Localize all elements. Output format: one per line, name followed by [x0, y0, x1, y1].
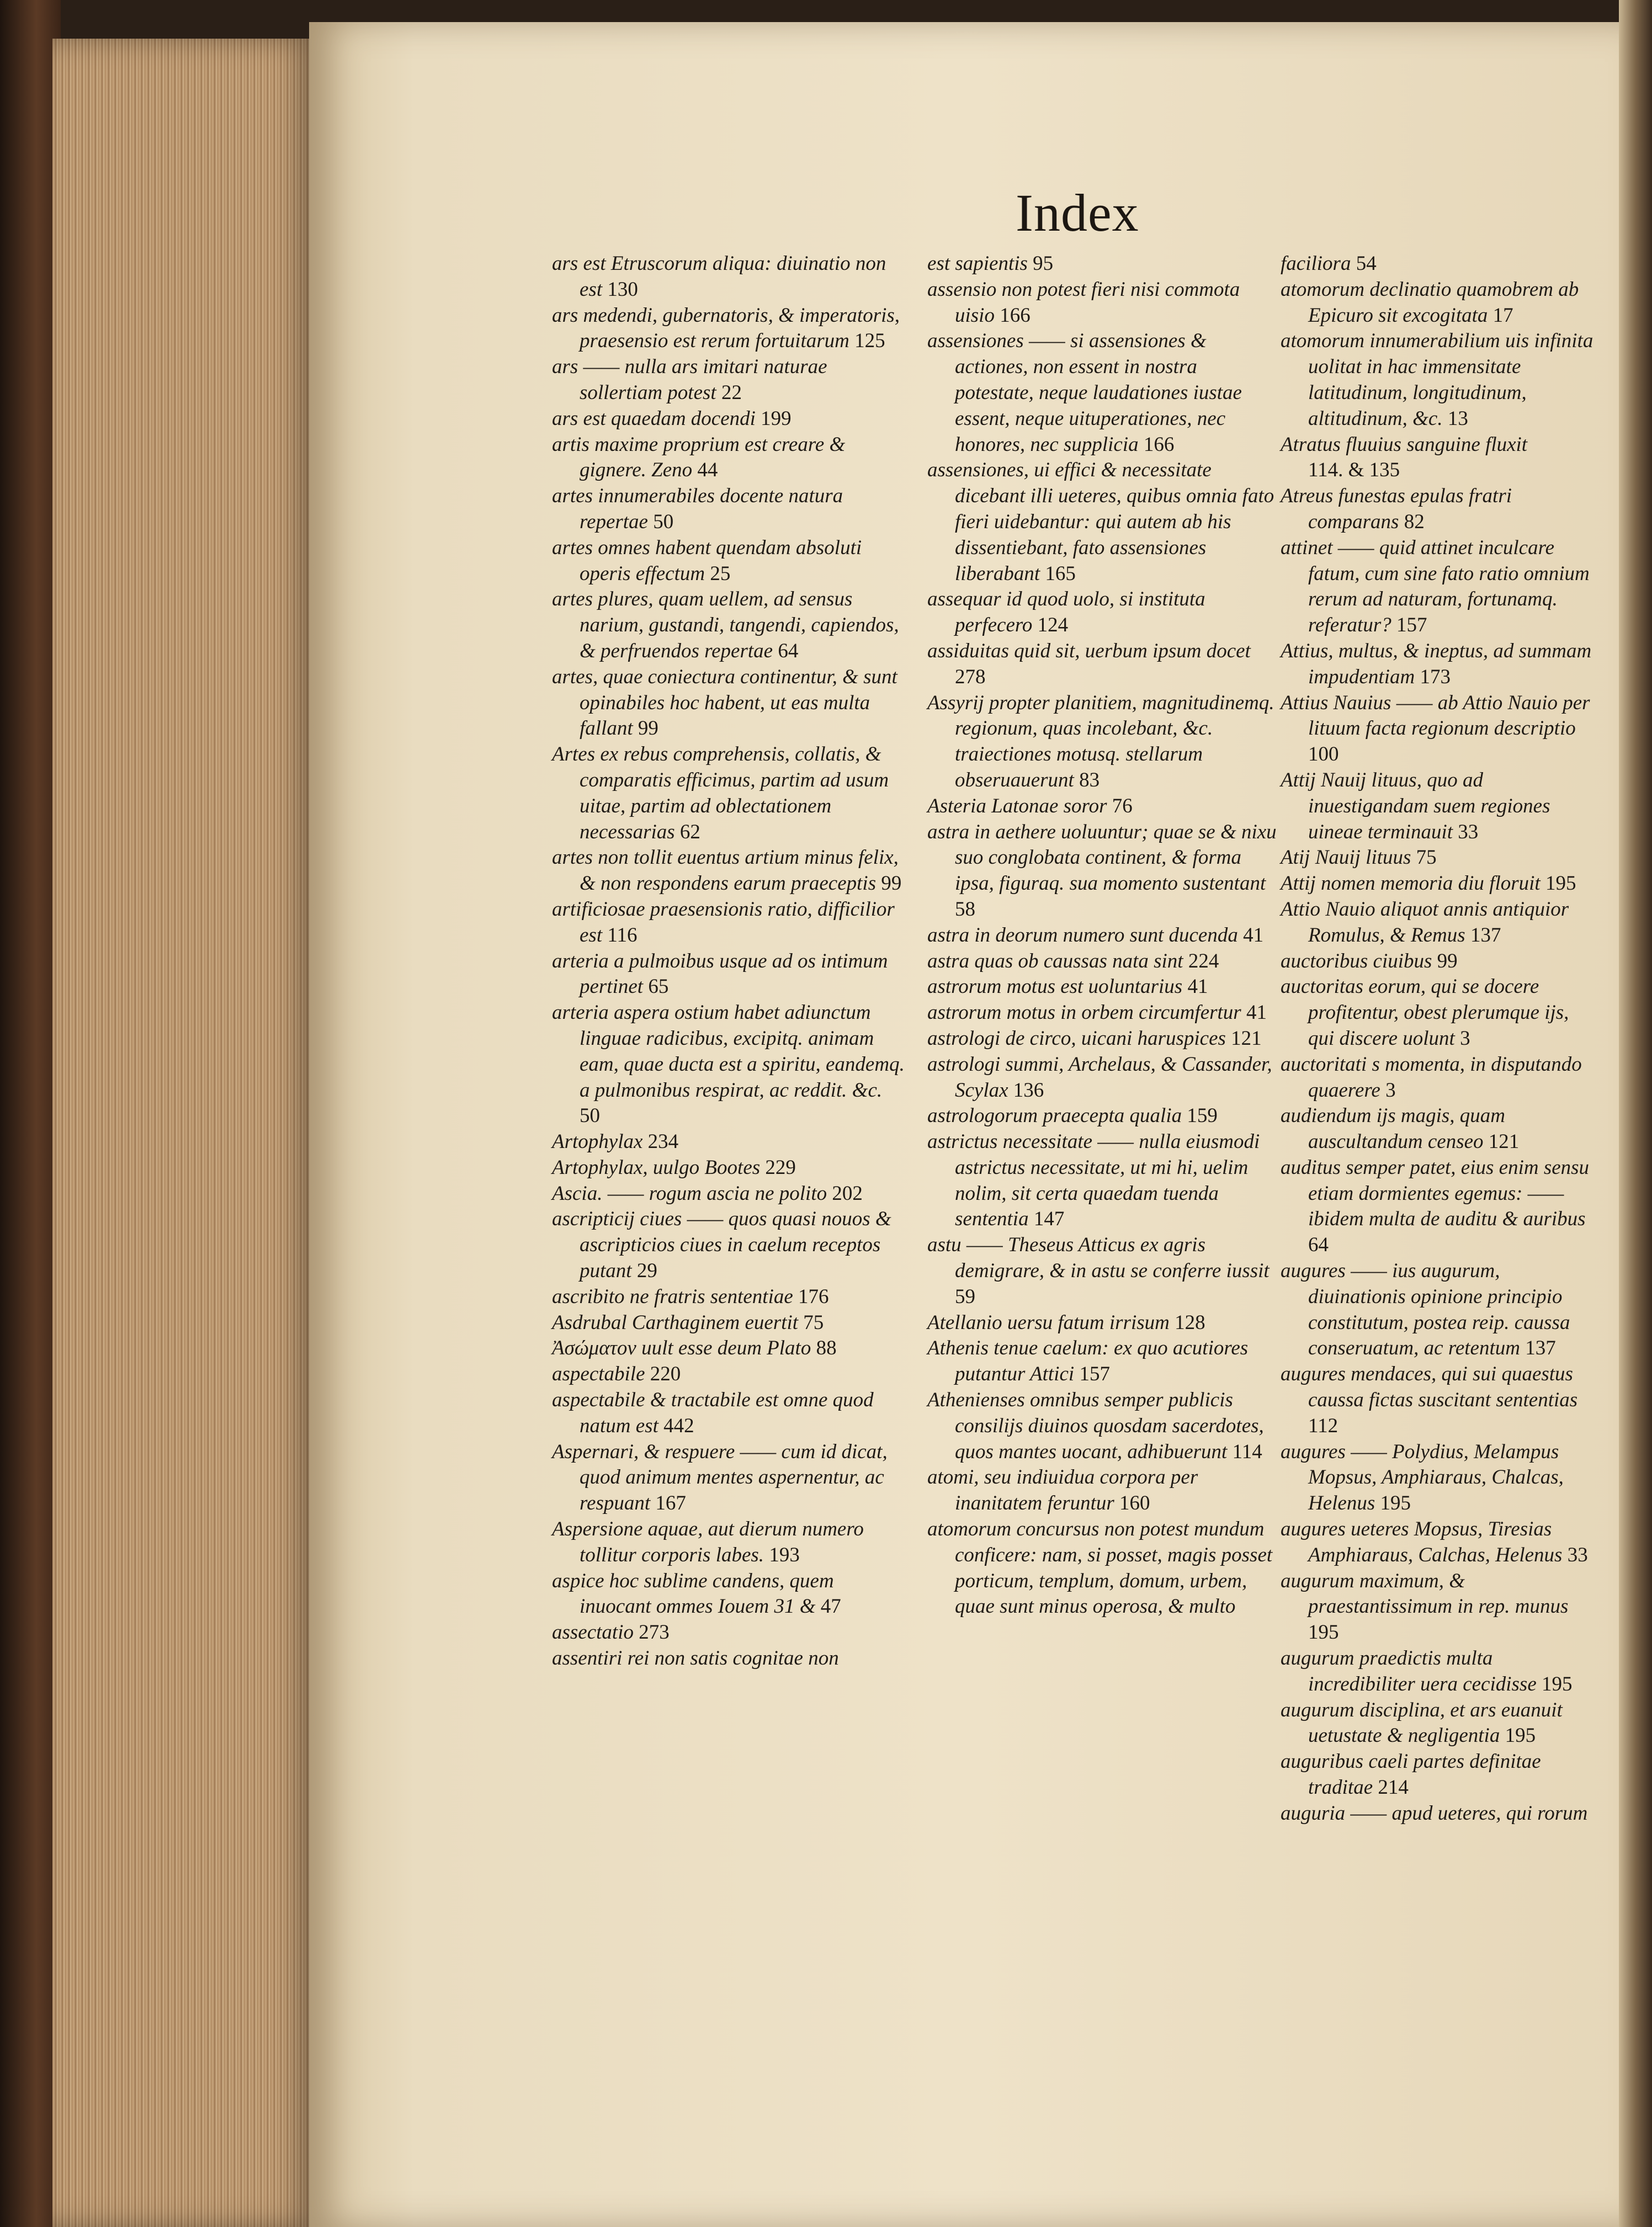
index-entry	[927, 639, 1281, 690]
index-entry	[552, 354, 905, 406]
index-entry-page: 147	[1033, 1208, 1065, 1231]
index-entry-page: 159	[1187, 1104, 1218, 1128]
index-entry	[927, 949, 1281, 975]
index-entry-page: 41	[1246, 1001, 1267, 1024]
index-entry-text: assectatio	[552, 1621, 634, 1644]
index-entry-page: 157	[1079, 1363, 1110, 1386]
index-entry	[1281, 1749, 1595, 1801]
index-entry-page: 165	[1045, 562, 1076, 585]
index-entry-page: 112	[1308, 1414, 1338, 1437]
index-entry	[927, 277, 1281, 329]
index-entry	[552, 1284, 905, 1310]
index-entry	[552, 1000, 905, 1129]
index-entry-text: auctoritati s momenta, in disputando quaerere	[1281, 1053, 1582, 1102]
index-entry-text: augurum disciplina, et ars euanuit uetustate & negligentia	[1281, 1698, 1563, 1747]
index-entry	[552, 897, 905, 949]
index-entry	[927, 820, 1281, 923]
index-entry	[552, 587, 905, 664]
index-entry-text: auctoribus ciuibus	[1281, 949, 1432, 972]
index-entry-text: Ascia. —— rogum ascia ne polito	[552, 1182, 827, 1205]
index-entry	[552, 742, 905, 845]
facing-page-edge	[1619, 0, 1652, 2227]
index-entry-page: 273	[639, 1621, 670, 1644]
book-cover-left	[0, 0, 61, 2227]
index-entry-page: 124	[1037, 614, 1069, 637]
index-entry-page: 136	[1013, 1078, 1044, 1102]
index-entry-page: 176	[798, 1285, 829, 1308]
index-entry-text: ars est quaedam docendi	[552, 407, 756, 430]
index-entry-page: 195	[1308, 1621, 1339, 1644]
index-entry-page: 278	[955, 665, 986, 688]
index-entry-text: augures —— ius augurum, diuinationis opinione principio constitutum, postea reip. caussa conseruatum, ac retentum	[1281, 1259, 1570, 1360]
index-entry	[552, 1362, 905, 1388]
index-entry	[1281, 483, 1595, 535]
index-entry	[927, 794, 1281, 820]
index-entry	[1281, 1362, 1595, 1439]
index-column-3	[1281, 251, 1595, 1827]
index-entry-page: 58	[955, 897, 975, 921]
index-entry	[1281, 251, 1595, 277]
index-entry	[927, 1465, 1281, 1517]
index-entry	[552, 845, 905, 897]
index-entry-text: Athenienses omnibus semper publicis consilijs diuinos quosdam sacerdotes, quos mantes uocant, adhibuerunt	[927, 1389, 1264, 1463]
index-entry-page: 229	[765, 1156, 796, 1179]
index-entry-page: 128	[1175, 1311, 1205, 1334]
index-entry-text: augures ueteres Mopsus, Tiresias Amphiaraus, Calchas, Helenus	[1281, 1518, 1563, 1566]
index-entry	[552, 1646, 905, 1672]
index-entry-text: astrorum motus est uoluntarius	[927, 975, 1183, 998]
index-entry-text: Asdrubal Carthaginem euertit	[552, 1311, 799, 1334]
index-entry-page: 214	[1378, 1776, 1409, 1799]
index-entry-text: Atellanio uersu fatum irrisum	[927, 1311, 1170, 1334]
index-entry	[927, 328, 1281, 458]
index-entry-page: 65	[648, 975, 669, 998]
index-entry	[1281, 845, 1595, 871]
index-entry	[1281, 1569, 1595, 1646]
index-entry-page: 195	[1545, 872, 1576, 895]
index-entry-text: Attius Nauius —— ab Attio Nauio per lituum facta regionum descriptio	[1281, 691, 1590, 740]
index-entry-text: assensiones —— si assensiones & actiones, non essent in nostra potestate, neque laudationes iustae essent, neque uituperationes, nec honores, nec supplicia	[927, 329, 1242, 456]
index-entry-page: 137	[1470, 923, 1501, 947]
index-entry-text: Atij Nauij lituus	[1281, 846, 1411, 869]
index-entry	[552, 1569, 905, 1620]
index-entry-text: astrologi summi, Archelaus, & Cassander, Scylax	[927, 1053, 1272, 1102]
index-entry-text: augurum praedictis multa incredibiliter uera cecidisse	[1281, 1647, 1537, 1696]
index-entry-text: auctoritas eorum, qui se docere profitentur, obest plerumque ijs, qui discere uolunt	[1281, 975, 1569, 1050]
index-entry	[927, 458, 1281, 587]
index-entry-page: 234	[647, 1130, 679, 1154]
index-entry	[927, 1129, 1281, 1232]
index-entry-text: augures —— Polydius, Melampus Mopsus, Amphiaraus, Chalcas, Helenus	[1281, 1440, 1564, 1515]
index-entry-page: 114	[1232, 1440, 1262, 1463]
index-entry-text: Artophylax, uulgo Bootes	[552, 1156, 761, 1179]
index-entry	[927, 587, 1281, 639]
index-entry	[552, 1620, 905, 1646]
index-entry-text: Atratus fluuius sanguine fluxit	[1281, 433, 1528, 456]
index-entry	[927, 1517, 1281, 1620]
index-entry-page: 166	[1000, 304, 1030, 327]
index-entry	[1281, 328, 1595, 432]
index-entry	[1281, 1801, 1595, 1827]
index-entry-text: atomi, seu indiuidua corpora per inanitatem feruntur	[927, 1466, 1198, 1515]
index-entry-page: 166	[1143, 433, 1175, 456]
index-entry-page: 41	[1187, 975, 1208, 998]
index-entry-page: 121	[1488, 1130, 1520, 1154]
index-entry-text: astrologorum praecepta qualia	[927, 1104, 1182, 1128]
index-entry-page: 3	[1385, 1078, 1396, 1102]
index-entry-page: 220	[650, 1363, 681, 1386]
index-entry-page: 50	[580, 1104, 600, 1128]
index-entry-text: Aspernari, & respuere —— cum id dicat, quod animum mentes aspernentur, ac respuant	[552, 1440, 888, 1515]
index-entry	[552, 432, 905, 484]
index-entry-text: artes plures, quam uellem, ad sensus narium, gustandi, tangendi, capiendos, & perfruendos repertae	[552, 588, 899, 662]
index-entry	[552, 1310, 905, 1336]
index-entry-text: Attij Nauij lituus, quo ad inuestigandam suem regiones uineae terminauit	[1281, 768, 1550, 843]
index-entry-page: 59	[955, 1285, 975, 1308]
index-entry	[927, 923, 1281, 949]
index-entry-text: astra in deorum numero sunt ducenda	[927, 923, 1238, 947]
index-entry-text: aspectabile & tractabile est omne quod natum est	[552, 1389, 874, 1437]
index-entry-page: 76	[1112, 794, 1133, 817]
index-entry	[552, 1388, 905, 1439]
index-entry	[927, 1103, 1281, 1129]
index-entry-page: 173	[1420, 665, 1451, 688]
index-entry-text: artes omnes habent quendam absoluti operis effectum	[552, 536, 862, 585]
index-entry-page: 100	[1308, 743, 1339, 766]
index-entry	[1281, 1698, 1595, 1750]
index-entry-page: 99	[638, 717, 658, 740]
index-entry-page: 137	[1525, 1337, 1556, 1360]
index-entry-text: astrologi de circo, uicani haruspices	[927, 1027, 1226, 1050]
index-entry	[1281, 535, 1595, 639]
index-entry-text: Artes ex rebus comprehensis, collatis, & comparatis efficimus, partim ad usum uitae, partim ad oblectationem necessarias	[552, 743, 889, 843]
index-entry	[927, 1310, 1281, 1336]
index-entry-text: Ἀσώματον uult esse deum Plato	[552, 1337, 811, 1360]
index-entry-page: 54	[1356, 252, 1377, 275]
index-entry-page: 199	[761, 407, 792, 430]
index-entry-text: Assyrij propter planitiem, magnitudinemq. regionum, quas incolebant, &c. traiectiones motusq. stellarum obseruauerunt	[927, 691, 1274, 791]
index-entry-page: 195	[1542, 1672, 1573, 1696]
index-entry-page: 41	[1243, 923, 1264, 947]
index-entry-page: 195	[1380, 1492, 1411, 1515]
index-entry-text: auguria —— apud ueteres, qui rorum	[1281, 1801, 1588, 1825]
index-entry-page: 167	[655, 1492, 686, 1515]
index-entry-page: 224	[1188, 949, 1219, 972]
index-entry	[927, 1026, 1281, 1052]
index-entry-page: 50	[653, 510, 674, 533]
index-entry-text: attinet —— quid attinet inculcare fatum, cum sine fato ratio omnium rerum ad naturam, fortunamq. referatur?	[1281, 536, 1590, 637]
index-entry-page: 99	[881, 872, 902, 895]
index-entry	[1281, 768, 1595, 845]
index-entry	[552, 1155, 905, 1181]
index-entry-text: faciliora	[1281, 252, 1351, 275]
index-entry-text: atomorum declinatio quamobrem ab Epicuro sit excogitata	[1281, 278, 1579, 327]
index-entry-text: astra quas ob caussas nata sint	[927, 949, 1183, 972]
index-entry-page: 193	[769, 1543, 800, 1566]
index-entry-page: 130	[607, 278, 638, 301]
index-entry-text: artis maxime proprium est creare & gignere. Zeno	[552, 433, 846, 482]
index-entry-text: atomorum innumerabilium uis infinita uolitat in hac immensitate latitudinum, longitudinum, altitudinum, &c.	[1281, 329, 1593, 430]
index-entry-page: 64	[778, 639, 799, 662]
index-entry	[1281, 1052, 1595, 1104]
index-entry-page: 195	[1505, 1724, 1536, 1747]
index-entry-page: 29	[636, 1259, 657, 1283]
index-entry-page: 99	[1437, 949, 1458, 972]
index-entry-text: Attius, multus, & ineptus, ad summam impudentiam	[1281, 639, 1592, 688]
index-entry	[552, 1439, 905, 1517]
index-entry-text: assentiri rei non satis cognitae non	[552, 1647, 839, 1670]
index-entry-text: ars medendi, gubernatoris, & imperatoris, praesensio est rerum fortuitarum	[552, 304, 900, 353]
index-entry-page: 33	[1567, 1543, 1588, 1566]
index-entry	[552, 1336, 905, 1362]
index-entry-text: aspectabile	[552, 1363, 645, 1386]
index-entry-text: astrorum motus in orbem circumfertur	[927, 1001, 1241, 1024]
index-entry-page: 202	[832, 1182, 863, 1205]
index-entry	[552, 406, 905, 432]
index-entry	[1281, 1646, 1595, 1698]
index-entry-page: 116	[607, 923, 638, 947]
index-entry	[1281, 1517, 1595, 1569]
index-entry-text: assensiones, ui effici & necessitate dicebant illi ueteres, quibus omnia fato fieri uidebantur: qui autem ab his dissentiebant, fato assensiones liberabant	[927, 459, 1274, 585]
index-entry	[552, 949, 905, 1001]
index-entry-page: 157	[1396, 614, 1427, 637]
index-entry-page: 47	[820, 1595, 841, 1618]
index-entry-page: 75	[803, 1311, 824, 1334]
index-entry	[1281, 1439, 1595, 1517]
index-entry-page: 442	[663, 1414, 694, 1437]
index-entry	[927, 1336, 1281, 1388]
index-entry-page: 33	[1458, 820, 1479, 843]
index-entry-text: assequar id quod uolo, si instituta perfecero	[927, 588, 1205, 637]
index-entry-text: artes innumerabiles docente natura repertae	[552, 485, 843, 533]
index-entry-text: Asteria Latonae soror	[927, 794, 1107, 817]
index-entry-page: 22	[721, 381, 742, 404]
index-entry-page: 64	[1308, 1234, 1329, 1257]
index-entry-page: 121	[1231, 1027, 1262, 1050]
index-entry-text: ascribito ne fratris sententiae	[552, 1285, 793, 1308]
index-entry-page: 62	[679, 820, 700, 843]
index-entry-text: auditus semper patet, eius enim sensu etiam dormientes egemus: —— ibidem multa de auditu & auribus	[1281, 1156, 1590, 1231]
index-entry-page: 3	[1460, 1027, 1470, 1050]
index-entry-page: 75	[1416, 846, 1437, 869]
index-entry-text: aspice hoc sublime candens, quem inuocant ommes Iouem 31 &	[552, 1569, 834, 1618]
index-entry	[552, 483, 905, 535]
book-page-edges	[52, 39, 317, 2227]
index-entry-text: assensio non potest fieri nisi commota uisio	[927, 278, 1240, 327]
index-entry-text: Attij nomen memoria diu floruit	[1281, 872, 1541, 895]
index-entry	[552, 1181, 905, 1207]
index-entry	[927, 1000, 1281, 1026]
index-column-1	[552, 251, 905, 1672]
index-entry	[1281, 690, 1595, 768]
index-entry	[552, 535, 905, 587]
index-column-2	[927, 251, 1281, 1620]
index-entry	[1281, 897, 1595, 949]
index-entry	[552, 1129, 905, 1155]
index-entry	[1281, 1155, 1595, 1258]
index-entry-text: artes non tollit euentus artium minus felix, & non respondens earum praeceptis	[552, 846, 899, 895]
index-entry-text: astra in aethere uoluuntur; quae se & nixu suo conglobata continent, & forma ipsa, figuraq. sua momento sustentant	[927, 820, 1277, 895]
index-entry	[552, 303, 905, 355]
index-entry-text: audiendum ijs magis, quam auscultandum censeo	[1281, 1104, 1505, 1154]
index-entry	[552, 251, 905, 303]
index-entry-text: augurum maximum, & praestantissimum in rep. munus	[1281, 1569, 1569, 1618]
index-entry-text: ars —— nulla ars imitari naturae sollertiam potest	[552, 355, 827, 404]
page-title: Index	[1016, 183, 1139, 242]
index-entry-page: 114. & 135	[1308, 459, 1400, 482]
index-entry	[927, 251, 1281, 277]
index-entry-text: artes, quae coniectura continentur, & sunt opinabiles hoc habent, ut eas multa fallant	[552, 665, 897, 740]
index-entry-text: ascripticij ciues —— quos quasi nouos & ascripticios ciues in caelum receptos putant	[552, 1208, 891, 1283]
index-entry-page: 17	[1492, 304, 1513, 327]
index-entry	[1281, 974, 1595, 1051]
index-entry	[927, 974, 1281, 1000]
index-entry	[1281, 871, 1595, 897]
index-entry-page: 13	[1447, 407, 1468, 430]
index-entry	[552, 1517, 905, 1569]
index-entry-text: astu —— Theseus Atticus ex agris demigrare, & in astu se conferre iussit	[927, 1234, 1269, 1283]
index-entry	[927, 1388, 1281, 1465]
index-entry	[1281, 949, 1595, 975]
index-entry-text: arteria a pulmoibus usque ad os intimum pertinet	[552, 949, 888, 998]
index-entry-page: 82	[1404, 510, 1425, 533]
index-entry-text: Athenis tenue caelum: ex quo acutiores putantur Attici	[927, 1337, 1249, 1386]
index-entry	[1281, 277, 1595, 329]
index-entry	[552, 665, 905, 742]
index-entry-text: Attio Nauio aliquot annis antiquior Romulus, & Remus	[1281, 897, 1569, 947]
index-entry-text: assiduitas quid sit, uerbum ipsum docet	[927, 639, 1251, 662]
index-entry-text: Atreus funestas epulas fratri comparans	[1281, 485, 1512, 533]
index-entry-text: artificiosae praesensionis ratio, difficilior est	[552, 897, 895, 947]
index-entry	[927, 1052, 1281, 1104]
index-entry-text: atomorum concursus non potest mundum conficere: nam, si posset, magis posset porticum, templum, domum, urbem, quae sunt minus operosa, & multo	[927, 1518, 1273, 1618]
index-entry	[1281, 639, 1595, 690]
index-entry-page: 160	[1119, 1492, 1150, 1515]
index-entry-text: ars est Etruscorum aliqua: diuinatio non est	[552, 252, 886, 301]
index-entry-page: 44	[697, 459, 718, 482]
index-entry-text: est sapientis	[927, 252, 1028, 275]
index-entry-page: 95	[1033, 252, 1054, 275]
index-entry-text: Artophylax	[552, 1130, 643, 1154]
index-entry-page: 83	[1079, 768, 1100, 791]
index-entry	[1281, 1103, 1595, 1155]
index-entry	[552, 1206, 905, 1284]
index-entry-text: augures mendaces, qui sui quaestus caussa fictas suscitant sententias	[1281, 1363, 1578, 1412]
index-entry-text: auguribus caeli partes definitae traditae	[1281, 1750, 1541, 1799]
index-entry	[1281, 1258, 1595, 1362]
index-entry-text: astrictus necessitate —— nulla eiusmodi astrictus necessitate, ut mi hi, uelim nolim, sit certa quaedam tuenda sententia	[927, 1130, 1260, 1231]
index-entry	[927, 690, 1281, 794]
index-entry-text: Aspersione aquae, aut dierum numero tollitur corporis labes.	[552, 1518, 864, 1566]
index-entry-text: arteria aspera ostium habet adiunctum linguae radicibus, excipitq. animam eam, quae ducta est a spiritu, eandemq. a pulmonibus respirat, ac reddit. &c.	[552, 1001, 905, 1102]
index-entry	[927, 1232, 1281, 1310]
index-entry	[1281, 432, 1595, 484]
index-entry-page: 25	[710, 562, 731, 585]
index-entry-page: 125	[854, 329, 885, 353]
index-entry-page: 88	[816, 1337, 837, 1360]
